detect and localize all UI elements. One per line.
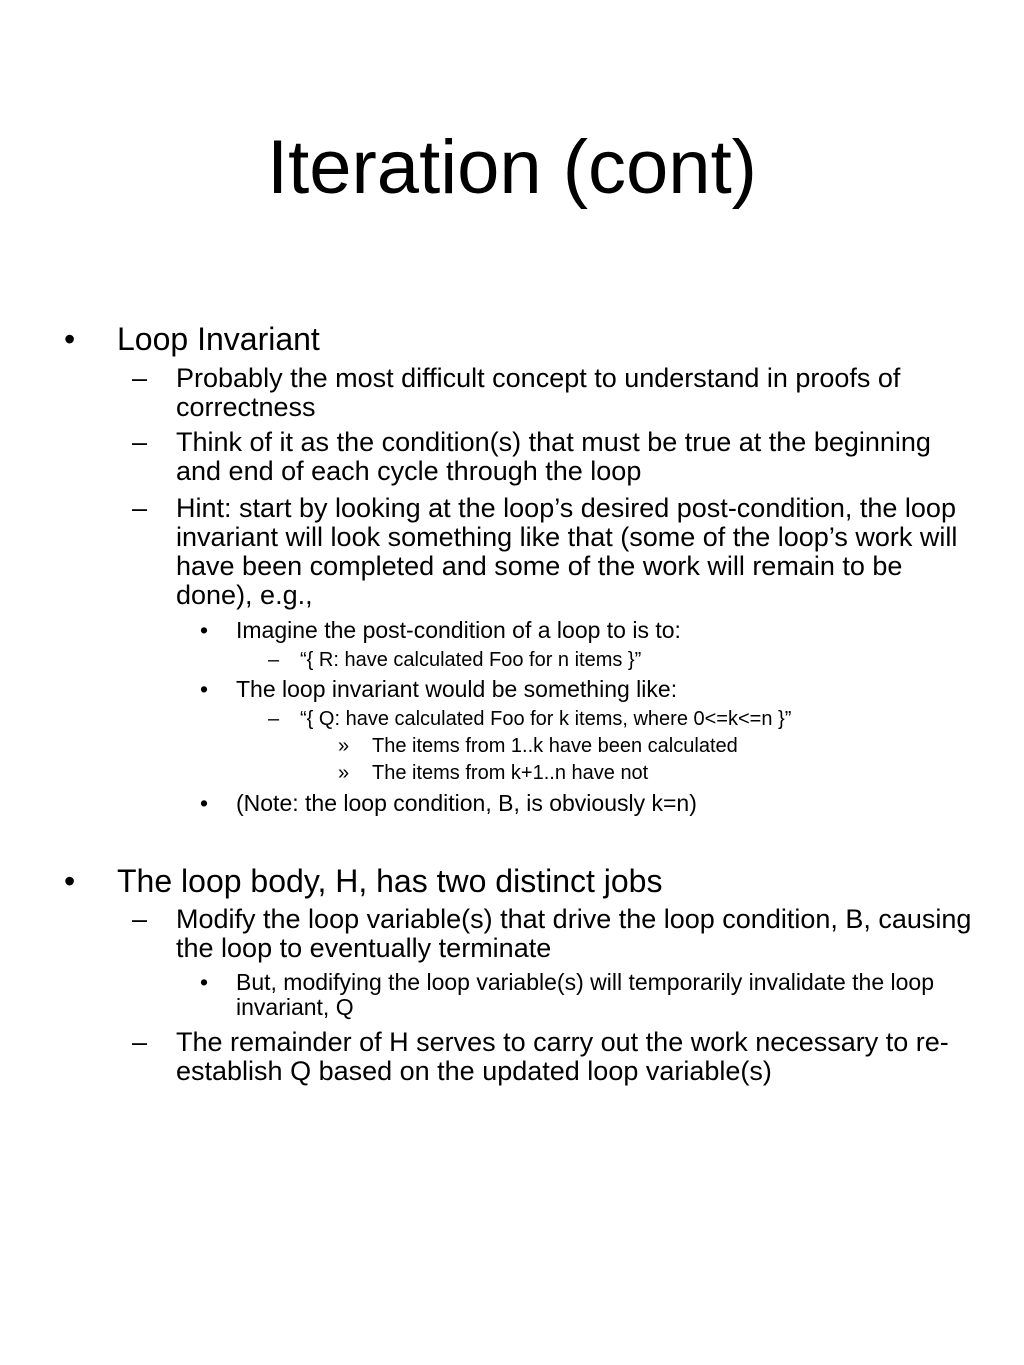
raquo-icon: » xyxy=(338,762,350,784)
bullet-text: Imagine the post-condition of a loop to is to: xyxy=(236,617,681,643)
dash-icon: – xyxy=(132,493,148,523)
dash-icon: – xyxy=(268,708,280,730)
bullet-text: The remainder of H serves to carry out the work necessary to re-establish Q based on the updated loop variable(s) xyxy=(176,1027,949,1086)
dash-icon: – xyxy=(132,904,148,934)
bullet-text: “{ Q: have calculated Foo for k items, where 0<=k<=n }” xyxy=(300,708,792,730)
bullet-icon: • xyxy=(200,790,209,816)
bullet-icon: • xyxy=(64,863,76,899)
bullet-text: Probably the most difficult concept to understand in proofs of correctness xyxy=(176,363,901,422)
bullet-text: The loop body, H, has two distinct jobs xyxy=(117,863,663,899)
bullet-text: But, modifying the loop variable(s) will temporarily invalidate the loop invariant, Q xyxy=(236,969,935,1020)
bullet-icon: • xyxy=(200,969,209,995)
raquo-icon: » xyxy=(338,735,350,757)
bullet-text: Loop Invariant xyxy=(117,321,320,357)
bullet-text: Think of it as the condition(s) that must be true at the beginning and end of each cycle through the loop xyxy=(176,427,931,486)
bullet-text: The items from 1..k have been calculated xyxy=(372,735,738,757)
bullet-icon: • xyxy=(64,321,76,357)
dash-icon: – xyxy=(132,363,148,393)
bullet-text: The items from k+1..n have not xyxy=(372,762,649,784)
dash-icon: – xyxy=(132,1027,148,1057)
bullet-text: (Note: the loop condition, B, is obviously k=n) xyxy=(236,790,697,816)
bullet-icon: • xyxy=(200,676,209,702)
dash-icon: – xyxy=(132,427,148,457)
dash-icon: – xyxy=(268,649,280,671)
bullet-text: The loop invariant would be something like: xyxy=(236,676,678,702)
bullet-text: Modify the loop variable(s) that drive the loop condition, B, causing the loop to eventually terminate xyxy=(176,904,972,963)
slide-title: Iteration (cont) xyxy=(267,125,757,210)
bullet-text: Hint: start by looking at the loop’s desired post-condition, the loop invariant will look something like that (some of the loop’s work will have been completed and some of the work will remain to be done), e.g., xyxy=(176,493,958,610)
bullet-icon: • xyxy=(200,617,209,643)
bullet-text: “{ R: have calculated Foo for n items }” xyxy=(300,649,642,671)
